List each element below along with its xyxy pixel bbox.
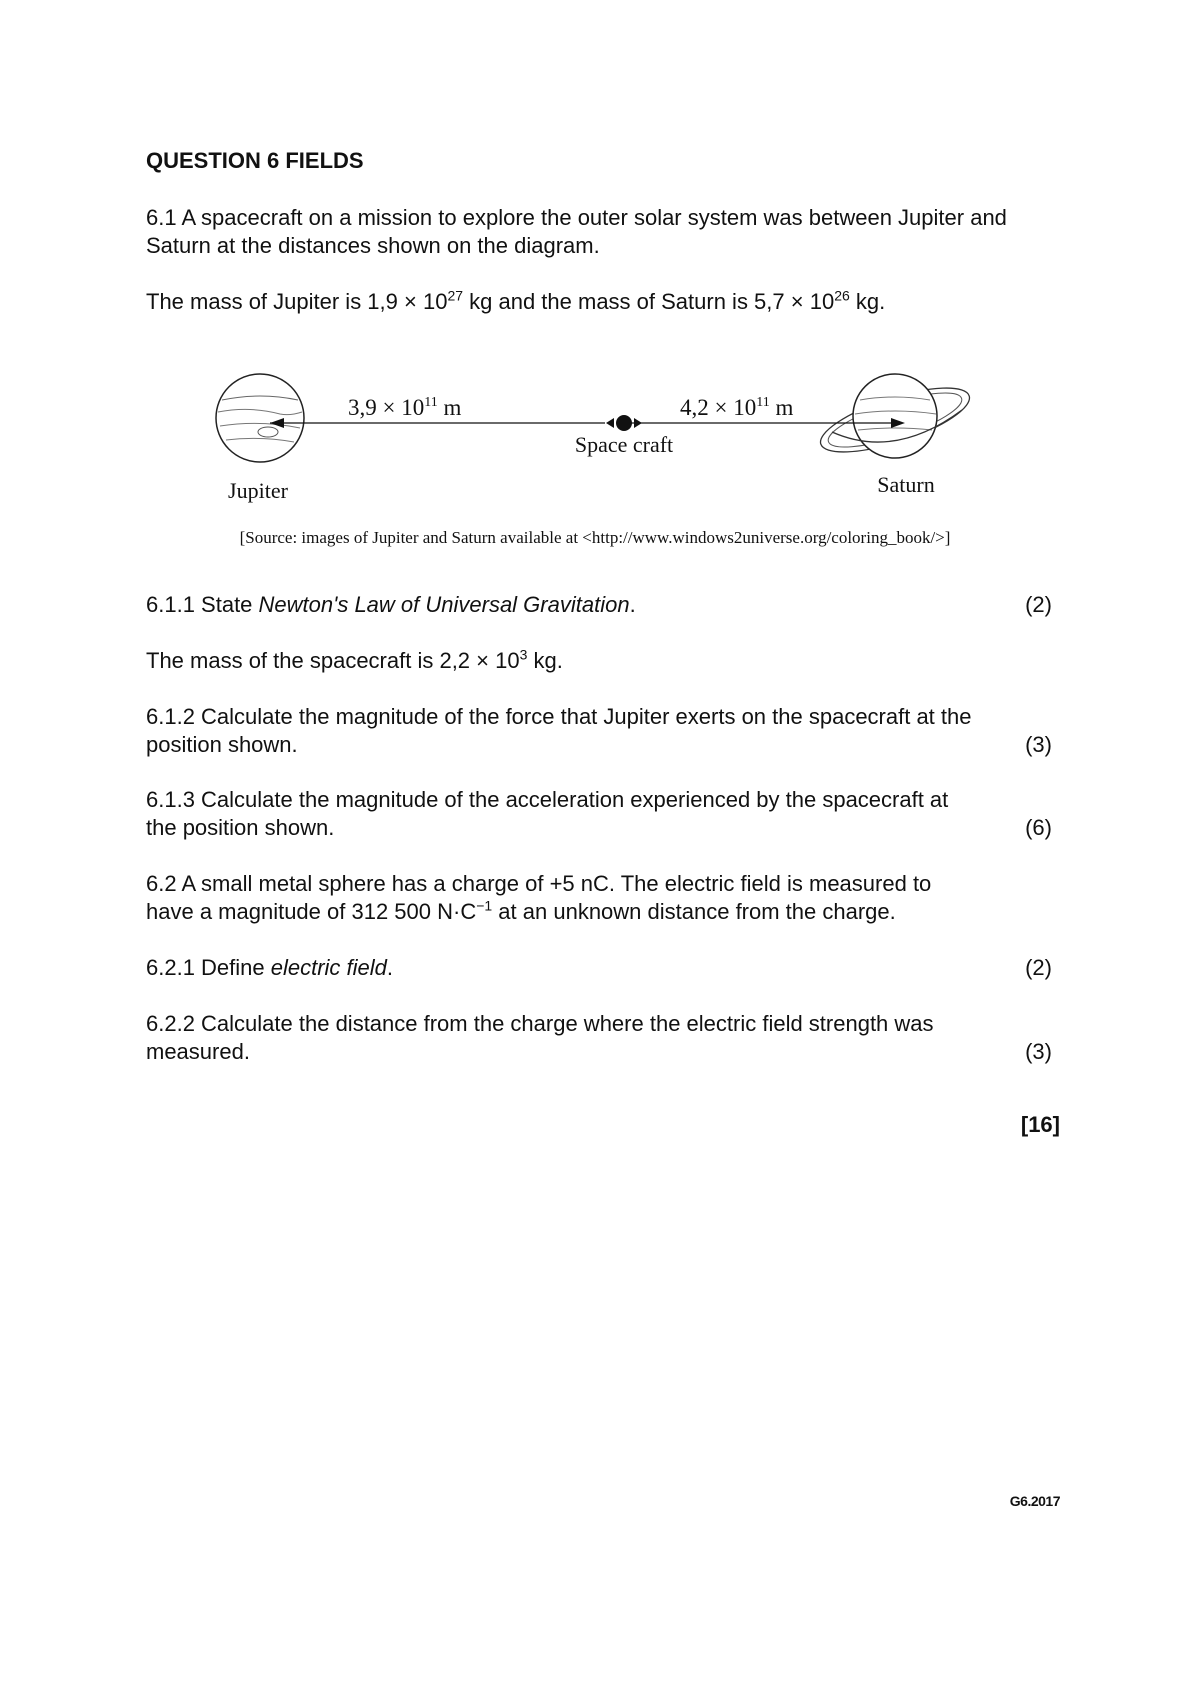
q6-2-1-marks: (2) xyxy=(1025,955,1052,980)
q6-2-2-line1: 6.2.2 Calculate the distance from the charge where the electric field strength was xyxy=(146,1011,934,1036)
q6-1-2 xyxy=(146,703,1052,759)
q6-1-3-marks: (6) xyxy=(1025,815,1052,840)
spacecraft-mass-text: The mass of the spacecraft is 2,2 × 10 xyxy=(146,648,520,673)
masses-part1: The mass of Jupiter is 1,9 × 10 xyxy=(146,289,448,314)
q6-1-1-prefix: 6.1.1 State xyxy=(146,592,259,617)
question-heading: QUESTION 6 FIELDS xyxy=(146,148,364,173)
masses-part2: kg and the mass of Saturn is 5,7 × 10 xyxy=(463,289,835,314)
q6-2-1-text xyxy=(146,954,393,982)
spacecraft-label: Space craft xyxy=(574,432,674,457)
q6-2-line2-start: have a magnitude of 312 500 N·C xyxy=(146,899,477,924)
q6-2-line1: 6.2 A small metal sphere has a charge of +5 nC. The electric field is measured to xyxy=(146,871,932,896)
distance-left-label: $3,9 \times 10^{11}$ m xyxy=(348,395,462,420)
q6-1-1-marks: (2) xyxy=(1025,592,1052,617)
distance-right-label: $4,2 \times 10^{11}$ m xyxy=(680,395,794,420)
q6-2-1-prefix: 6.2.1 Define xyxy=(146,955,271,980)
spacecraft-mass-suffix: kg. xyxy=(527,648,563,673)
q6-2-1-term: electric field xyxy=(270,955,387,980)
diagram-source: [Source: images of Jupiter and Saturn available at <http://www.windows2universe.org/coloring_book/>] xyxy=(239,528,951,547)
footer-code: G6.2017 xyxy=(1009,1493,1060,1509)
spacecraft-icon xyxy=(606,415,642,431)
planet-masses xyxy=(146,288,1052,316)
saturn-mass-exponent: 26 xyxy=(834,287,850,304)
q6-1-3-line1: 6.1.3 Calculate the magnitude of the acceleration experienced by the spacecraft at xyxy=(146,787,949,812)
q6-2-2 xyxy=(146,1010,1052,1066)
q6-1-1-term: Newton's Law of Universal Gravitation xyxy=(258,592,630,617)
q6-1-1-text xyxy=(146,591,636,619)
q6-1-2-marks: (3) xyxy=(1025,732,1052,757)
saturn-label: Saturn xyxy=(877,472,935,497)
q6-2-line2 xyxy=(146,898,1052,926)
jupiter-saturn-diagram xyxy=(210,370,990,555)
q6-2-1 xyxy=(146,954,1052,982)
q6-1-2-line2: position shown. xyxy=(146,732,298,757)
q6-2-line2-end: at an unknown distance from the charge. xyxy=(492,899,896,924)
q6-1-intro: 6.1 A spacecraft on a mission to explore the outer solar system was between Jupiter and Saturn at the distances shown on the diagram. xyxy=(146,205,1007,258)
q6-2-1-suffix: . xyxy=(386,955,394,980)
q6-2 xyxy=(146,870,1052,926)
masses-part3: kg. xyxy=(849,289,886,314)
q6-1-3-line2: the position shown. xyxy=(146,815,335,840)
spacecraft-mass-exponent: 3 xyxy=(519,646,528,663)
q6-2-2-marks: (3) xyxy=(1025,1039,1052,1064)
q6-1-2-line1: 6.1.2 Calculate the magnitude of the force that Jupiter exerts on the spacecraft at the xyxy=(146,704,972,729)
total-marks: [16] xyxy=(1020,1112,1060,1137)
unit-exponent: −1 xyxy=(476,897,493,914)
q6-1-3 xyxy=(146,786,1052,842)
q6-1-1-suffix: . xyxy=(629,592,636,617)
q6-1-1 xyxy=(146,591,1052,619)
jupiter-planet xyxy=(216,374,304,462)
jupiter-label: Jupiter xyxy=(228,478,288,503)
jupiter-mass-exponent: 27 xyxy=(447,287,464,304)
spacecraft-mass xyxy=(146,647,1052,675)
q6-2-2-line2: measured. xyxy=(146,1039,250,1064)
